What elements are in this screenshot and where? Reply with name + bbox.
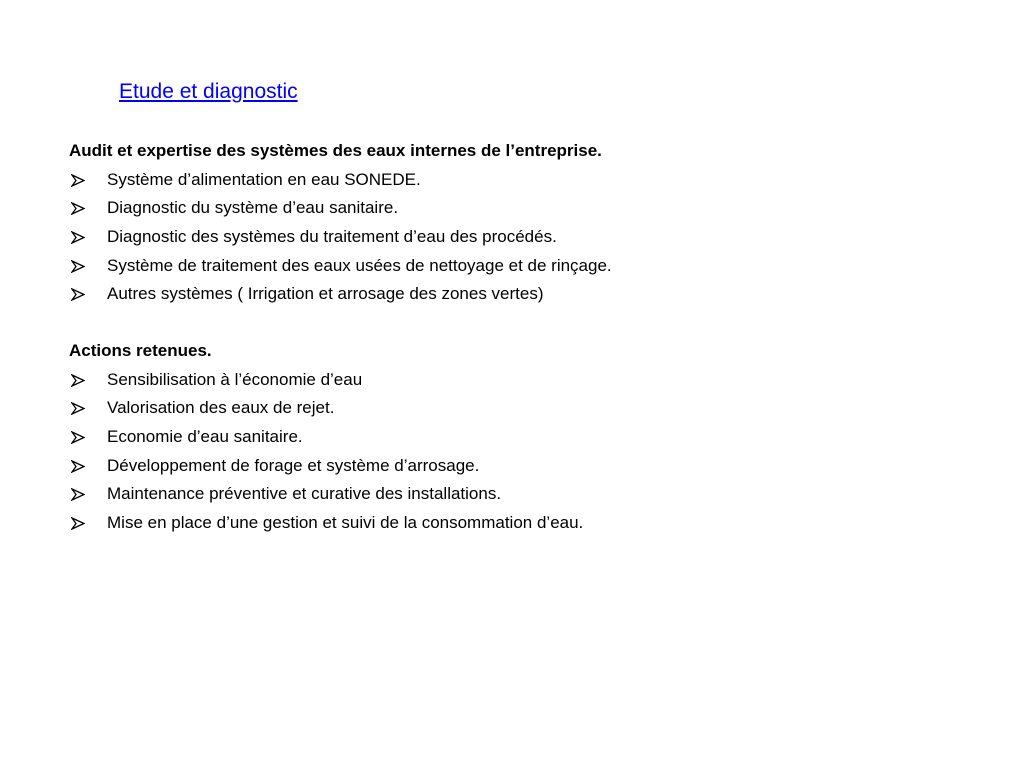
arrow-bullet-icon [71,174,85,187]
list-item [69,252,969,281]
list-item-text: Economie d’eau sanitaire. [107,427,303,447]
list-item-text: Développement de forage et système d’arrosage. [107,455,480,475]
slide-title-link[interactable]: Etude et diagnostic [119,80,298,103]
list-item-text: Diagnostic du système d’eau sanitaire. [107,198,399,218]
list-item-text: Valorisation des eaux de rejet. [107,398,335,418]
list-item [69,194,969,223]
arrow-bullet-icon [71,431,85,444]
list-item [69,423,969,452]
list-item-text: Mise en place d’une gestion et suivi de la consommation d’eau. [107,513,584,533]
arrow-bullet-icon [71,460,85,473]
arrow-bullet-icon [71,488,85,501]
section-actions [69,337,969,538]
arrow-bullet-icon [71,260,85,273]
list-item [69,394,969,423]
list-item [69,280,969,309]
arrow-bullet-icon [71,374,85,387]
section-heading-audit: Audit et expertise des systèmes des eaux internes de l’entreprise. [69,141,602,160]
list-item-text: Sensibilisation à l’économie d’eau [107,369,363,389]
list-item-text: Diagnostic des systèmes du traitement d’eau des procédés. [107,227,557,247]
bullet-list-actions [69,366,969,538]
list-item-text: Système d’alimentation en eau SONEDE. [107,169,421,189]
arrow-bullet-icon [71,517,85,530]
list-item [69,452,969,481]
arrow-bullet-icon [71,402,85,415]
arrow-bullet-icon [71,288,85,301]
arrow-bullet-icon [71,231,85,244]
list-item [69,223,969,252]
list-item [69,166,969,195]
list-item-text: Autres systèmes ( Irrigation et arrosage des zones vertes) [107,284,544,304]
list-item-text: Système de traitement des eaux usées de nettoyage et de rinçage. [107,255,612,275]
list-item [69,509,969,538]
bullet-list-audit [69,166,969,309]
section-audit [69,137,969,309]
arrow-bullet-icon [71,202,85,215]
list-item-text: Maintenance préventive et curative des installations. [107,484,502,504]
list-item [69,480,969,509]
list-item [69,366,969,395]
section-heading-actions: Actions retenues. [69,341,212,360]
